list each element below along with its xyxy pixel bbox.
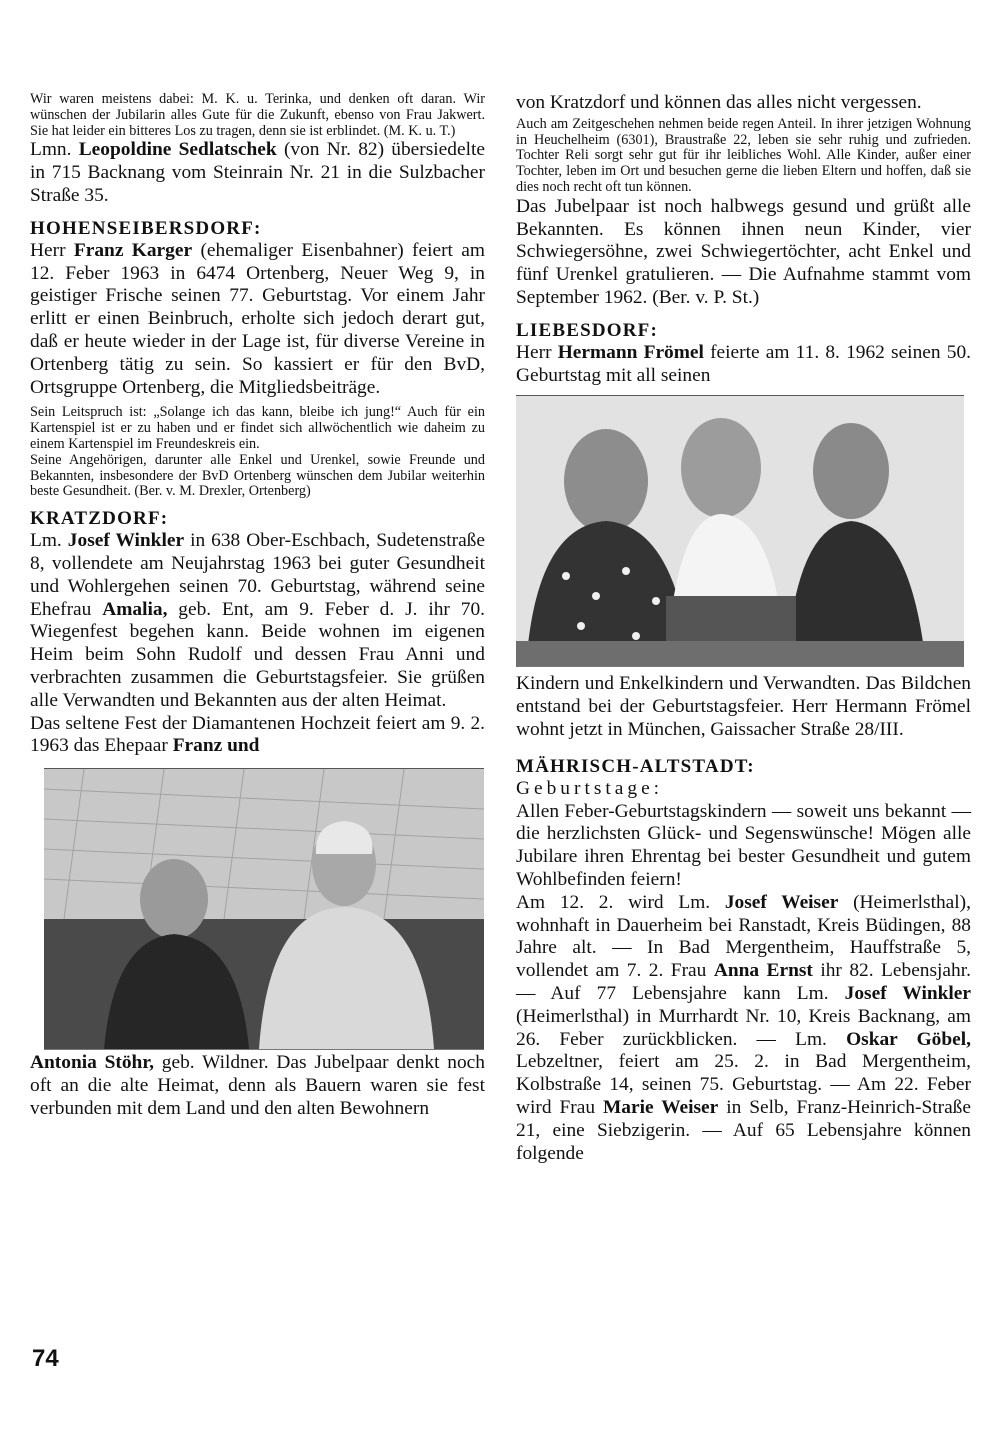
text: Lm. [30,530,62,552]
paragraph-zeitgeschehen: Auch am Zeitgeschehen nehmen beide regen Anteil. In ihrer jetzigen Wohnung in Heuchelheim (6301), Braustraße 22, leben sie sehr ruhig und zufrieden. Tochter Reli sorgt sehr gut für ihr leibliches Wohl. Alle Kinder, außer einer Tochter, leben im Ort und besuchen gerne die lieben Eltern und hoffen, daß sie dies noch recht oft tun können. [516,115,971,195]
paragraph-sedlatschek [30,139,485,207]
person-name: Josef Winkler [844,982,971,1004]
heading-kratzdorf: KRATZDORF: [30,508,169,530]
paragraph-leitspruch: Sein Leitspruch ist: „Solange ich das kann, bleibe ich jung!“ Auch für ein Kartenspiel ist er zu haben und er findet sich allwöchentlich wie daheim zu einem Kartenspiel im Freundeskreis ein. [30,404,485,452]
paragraph-winkler [30,530,485,712]
paragraph-stoehr [30,1052,485,1120]
page-number: 74 [32,1345,59,1372]
person-name: Marie Weiser [603,1096,719,1118]
text: (von Nr. 82) übersiedelte in 715 Backnang vom Steinrain Nr. 21 in die Sulzbacher Straße 35. [30,139,485,206]
person-name: Amalia, [102,598,168,620]
subheading-geburtstage: Geburtstage: [516,777,664,799]
text: in Selb, Franz-Heinrich-Straße 21, eine Siebzigerin. — Auf 65 Lebensjahre können folgende [516,1096,971,1164]
text: feierte am 11. 8. 1962 seinen 50. Geburtstag mit all seinen [516,341,971,386]
paragraph-terinka: Wir waren meistens dabei: M. K. u. Terinka, und denken oft daran. Wir wünschen der Jubilarin alles Gute für die Zukunft, ebenso von Frau Jakwert. Sie hat leider ein bitteres Los zu tragen, denn sie ist erblindet. (M. K. u. T.) [30,91,485,139]
paragraph-diamantene-hochzeit [30,713,485,759]
paragraph-karger [30,240,485,400]
text: (Heimerlsthal) in Murrhardt Nr. 10, Kreis Backnang, am 26. Feber zurückblicken. — Lm. [516,1005,971,1050]
paragraph-feber-geburtstage: Allen Feber-Geburtstagskindern — soweit uns bekannt — die herzlichsten Glück- und Segenswünsche! Mögen alle Jubilare ihren Ehrentag bei bester Gesundheit und gutem Wohlbefinden feiern! [516,800,971,890]
text: Lmn. [30,139,72,161]
left-column [30,92,485,1121]
right-column [516,92,971,1165]
person-name: Oskar Göbel, [846,1028,971,1050]
person-name: Leopoldine Sedlatschek [78,139,277,161]
paragraph-angehoerige: Seine Angehörigen, darunter alle Enkel und Urenkel, sowie Freunde und Bekannten, insbesondere der BvD Ortenberg wünschen dem Jubilar weiterhin beste Gesundheit. (Ber. v. M. Drexler, Ortenberg) [30,451,485,500]
heading-maehrisch-altstadt: MÄHRISCH-ALTSTADT: [516,755,755,777]
person-name: Anna Ernst [713,960,813,982]
text: Am 12. 2. wird Lm. [516,891,711,913]
text: (Heimerlsthal), wohnhaft in Dauerheim bei Ranstadt, Kreis Büdingen, 88 Jahre alt. — In Bad Mergentheim, Hauffstraße 5, vollendet am 7. 2. Frau [516,891,971,982]
paragraph-jubelpaar: Das Jubelpaar ist noch halbwegs gesund und grüßt alle Bekannten. Es können ihnen neun Kinder, vier Schwiegersöhne, zwei Schwiegertöchter, acht Enkel und fünf Urenkel gratulieren. — Die Aufnahme stammt vom September 1962. (Ber. v. P. St.) [516,195,971,308]
text: Das seltene Fest der Diamantenen Hochzeit feiert am 9. 2. 1963 das Ehepaar [30,712,485,757]
text: ihr 82. Lebensjahr. — Auf 77 Lebensjahre kann Lm. [516,960,971,1004]
text: geb. Wildner. Das Jubelpaar denkt noch oft an die alte Heimat, denn als Bauern waren sie fest verbunden mit dem Land und den alten Bewohnern [30,1052,485,1119]
text: Herr [30,239,66,261]
text: Lebzeltner, feiert am 25. 2. in Bad Mergentheim, Kolbstraße 14, seinen 75. Geburtstag. — Am 22. Feber wird Frau [516,1051,971,1118]
person-name: Franz Karger [73,239,193,261]
photo-froemel-geburtstag [516,395,964,667]
person-name: Antonia Stöhr, [30,1052,154,1074]
photo-ehepaar-stoehr [44,768,484,1050]
paragraph-jubilare [516,892,971,1166]
person-name: Franz und [172,735,260,757]
person-name: Josef Weiser [724,891,839,913]
photo-illustration [516,396,964,666]
person-name: Josef Winkler [67,530,185,552]
text: in 638 Ober-Eschbach, Sudetenstraße 8, vollendete am Neujahrstag 1963 bei guter Gesundheit und Wohlergehen seinen 70. Geburtstag, während seine Ehefrau [30,530,485,620]
text: (ehemaliger Eisenbahner) feiert am 12. Feber 1963 in 6474 Ortenberg, Neuer Weg 9, in geistiger Frische seinen 77. Geburtstag. Vor einem Jahr erlitt er einen Beinbruch, erholte sich jedoch derart gut, daß er heute wieder in der Lage ist, für diverse Vereine in Ortenberg tätig zu sein. So kassiert er für den BvD, Ortsgruppe Ortenberg, die Mitgliedsbeiträge. [30,239,485,398]
photo-illustration [44,769,484,1049]
person-name: Hermann Frömel [557,341,704,363]
text: Herr [516,341,552,363]
paragraph-froemel [516,342,971,388]
text: geb. Ent, am 9. Feber d. J. ihr 70. Wiegenfest begehen kann. Beide wohnen im eigenen Heim beim Sohn Rudolf und dessen Frau Anni und verbrachten zusammen die Geburtstagsfeier. Sie grüßen alle Verwandten und Bekannten aus der alten Heimat. [30,598,485,711]
paragraph-froemel-cont: Kindern und Enkelkindern und Verwandten. Das Bildchen entstand bei der Geburtstagsfeier. Herr Hermann Frömel wohnt jetzt in München, Gaissacher Straße 28/III. [516,673,971,740]
heading-liebesdorf: LIEBESDORF: [516,319,659,341]
heading-hohenseibersdorf: HOHENSEIBERSDORF: [30,217,262,239]
paragraph-kratzdorf-cont: von Kratzdorf und können das alles nicht vergessen. [516,92,922,113]
